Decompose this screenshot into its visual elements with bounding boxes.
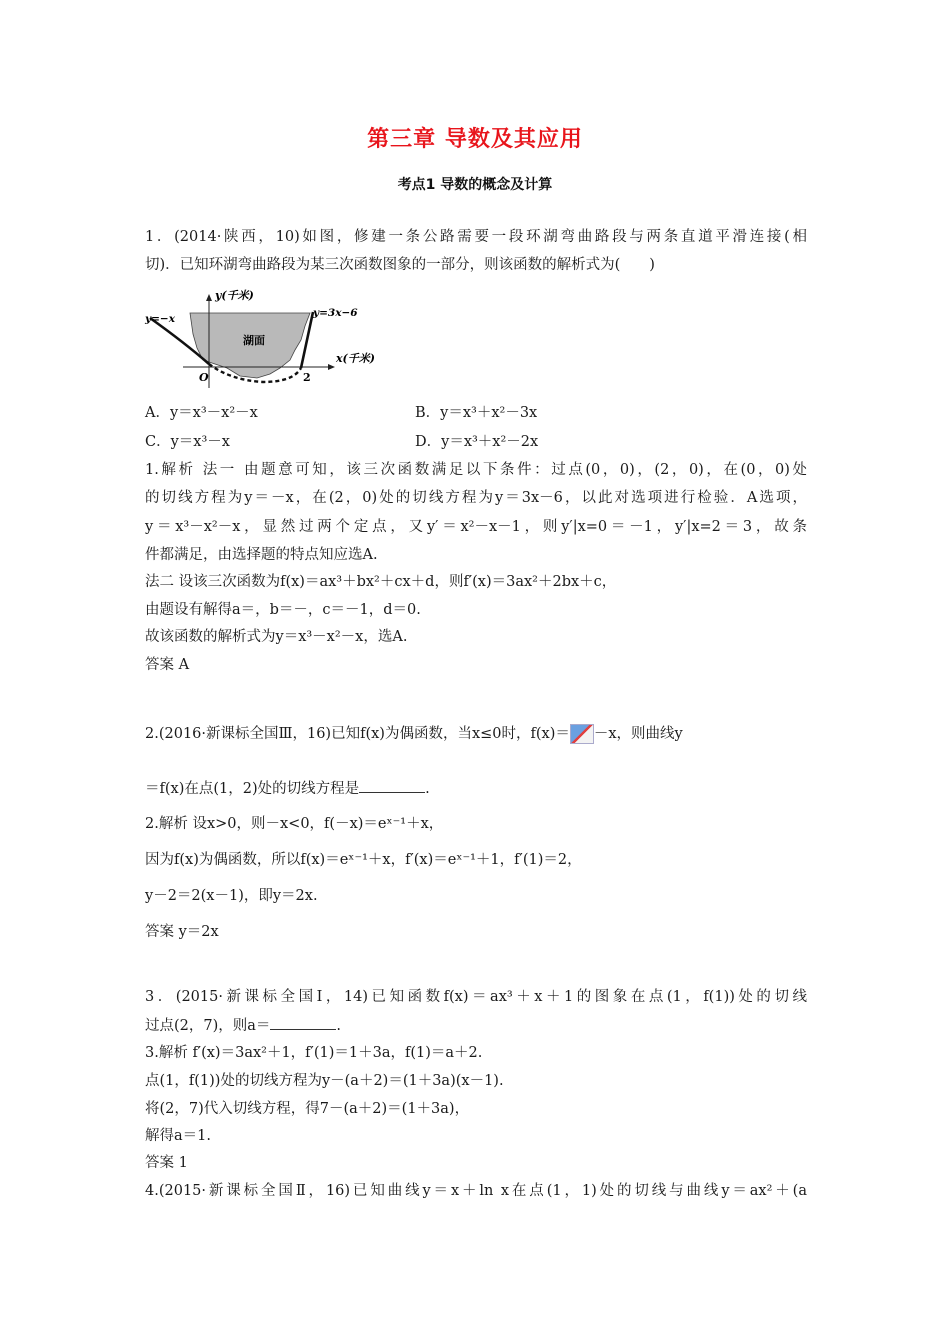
q2-stem-part-3: ＝f(x)在点(1，2)处的切线方程是 <box>145 781 360 797</box>
q2-solution-line-1: 2.解析 设x>0，则－x<0，f(－x)＝eˣ⁻¹＋x， <box>145 816 444 832</box>
q3-solution-line-3: 将(2，7)代入切线方程，得7－(a＋2)＝(1＋3a)， <box>145 1101 470 1117</box>
q1-solution-line-3: y＝x³－x²－x，显然过两个定点，又y′＝x²－x－1，则y′|x=0＝－1，y′|x=2＝3，故条 <box>145 519 807 535</box>
q3-solution-line-2: 点(1，f(1))处的切线方程为y－(a＋2)＝(1＋3a)(x－1). <box>145 1073 504 1089</box>
q1-solution-line-2: 的切线方程为y＝－x，在(2，0)处的切线方程为y＝3x－6，以此对选项进行检验．A选项， <box>145 490 807 506</box>
q1-solution-line-7: 故该函数的解析式为y＝x³－x²－x，选A. <box>145 629 408 645</box>
y-axis-label: y(千米) <box>215 289 254 302</box>
q2-stem-part-2: －x，则曲线y <box>593 726 683 742</box>
q1-solution-line-5: 法二 设该三次函数为f(x)＝ax³＋bx²＋cx＋d，则f′(x)＝3ax²＋2bx＋c， <box>145 574 617 590</box>
q3-answer-blank <box>270 1015 336 1030</box>
q1-solution-line-4: 件都满足，由选择题的特点知应选A. <box>145 547 378 563</box>
chapter-title: 第三章 导数及其应用 <box>367 127 583 152</box>
q3-solution-line-4: 解得a＝1. <box>145 1128 211 1144</box>
lake-label: 湖面 <box>243 334 265 347</box>
q1-option-c: C．y＝x³－x <box>145 434 230 450</box>
q1-option-d: D．y＝x³＋x²－2x <box>415 434 539 450</box>
q3-stem-line-2 <box>145 1015 341 1036</box>
origin-label: O <box>199 371 209 384</box>
q1-solution-line-1: 1.解析 法一 由题意可知，该三次函数满足以下条件：过点(0，0)，(2，0)，在(0，0)处 <box>145 462 808 478</box>
tick-2-label: 2 <box>303 371 311 384</box>
q2-stem-line-1 <box>145 724 807 744</box>
q1-stem-line-1: 1．(2014·陕西，10)如图，修建一条公路需要一段环湖弯曲路段与两条直道平滑连接(相 <box>145 229 807 245</box>
q2-stem-part-1: 2.(2016·新课标全国Ⅲ，16)已知f(x)为偶函数，当x≤0时，f(x)＝ <box>145 726 570 742</box>
q1-answer: 答案 A <box>145 657 190 673</box>
left-line-label: y=−x <box>145 313 175 325</box>
q3-stem-part-2: . <box>336 1018 342 1034</box>
q1-figure <box>145 288 375 392</box>
right-line-label: y=3x−6 <box>313 307 358 319</box>
q1-option-a: A．y＝x³－x²－x <box>145 405 258 421</box>
q2-solution-line-3: y－2＝2(x－1)，即y＝2x. <box>145 888 318 904</box>
x-axis-arrow <box>328 364 335 370</box>
q2-stem-part-4: . <box>425 781 430 797</box>
q3-stem-part-1: 过点(2，7)，则a＝ <box>145 1018 271 1034</box>
q1-option-b: B．y＝x³＋x²－3x <box>415 405 538 421</box>
section-title: 考点1 导数的概念及计算 <box>397 177 553 193</box>
q1-stem-line-2: 切)．已知环湖弯曲路段为某三次函数图象的一部分，则该函数的解析式为( ) <box>145 257 655 273</box>
q2-stem-line-2 <box>145 778 430 799</box>
x-axis-label: x(千米) <box>336 352 375 365</box>
q3-stem-line-1: 3．(2015·新课标全国Ⅰ，14)已知函数f(x)＝ax³＋x＋1的图象在点(1，f(1))处的切线 <box>145 989 807 1005</box>
q3-answer: 答案 1 <box>145 1155 188 1171</box>
q3-solution-line-1: 3.解析 f′(x)＝3ax²＋1，f′(1)＝1＋3a，f(1)＝a＋2. <box>145 1045 483 1061</box>
q2-answer: 答案 y＝2x <box>145 924 219 940</box>
q4-stem-line-1: 4.(2015·新课标全国Ⅱ，16)已知曲线y＝x＋ln x在点(1，1)处的切线与曲线y＝ax²＋(a <box>145 1183 807 1199</box>
y-axis-arrow <box>206 294 212 301</box>
q2-solution-line-2: 因为f(x)为偶函数，所以f(x)＝eˣ⁻¹＋x，f′(x)＝eˣ⁻¹＋1，f′(1)＝2， <box>145 852 582 868</box>
q2-answer-blank <box>359 778 425 793</box>
formula-image-icon <box>570 724 594 744</box>
q1-solution-line-6: 由题设有解得a＝，b＝－，c＝－1，d＝0. <box>145 602 421 618</box>
